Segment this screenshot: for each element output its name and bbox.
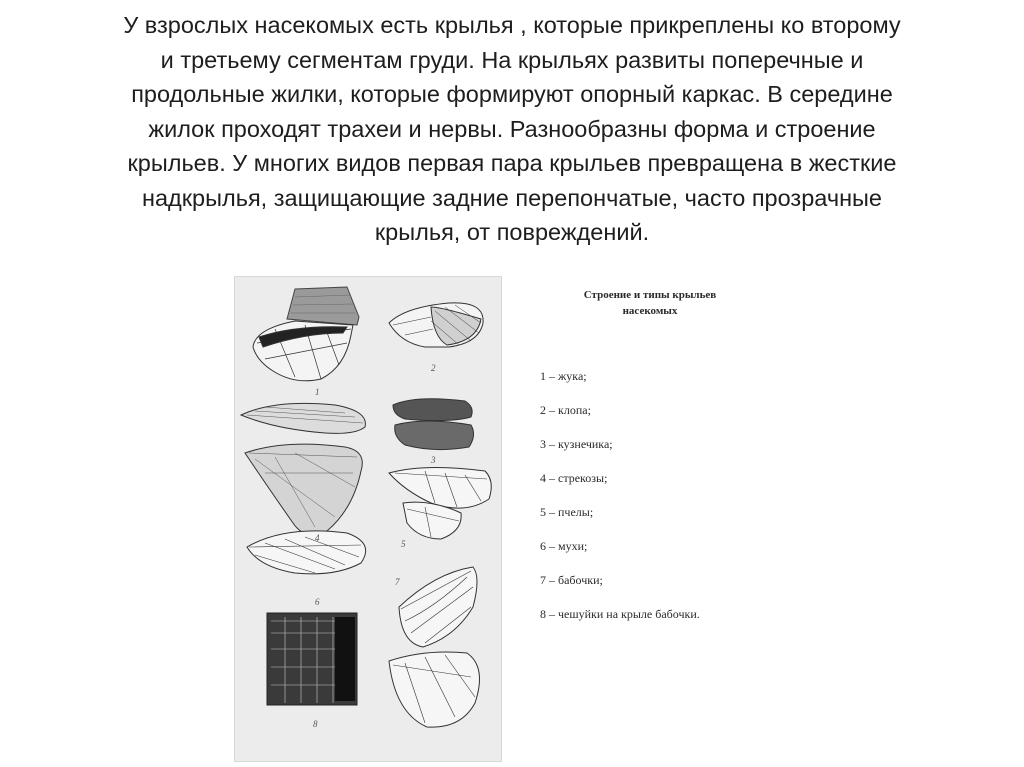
figure-legend	[540, 368, 700, 640]
paragraph-line: и третьему сегментам груди. На крыльях развиты поперечные и	[160, 46, 864, 73]
butterfly-wing-figure	[389, 567, 480, 727]
paragraph-line: крылья, от повреждений.	[374, 219, 650, 245]
legend-item: 2 – клопа;	[540, 403, 591, 417]
caption-title-line: насекомых	[622, 305, 678, 317]
butterfly-scales-figure	[267, 613, 357, 705]
figure-number: 1	[315, 387, 320, 397]
legend-item: 1 – жука;	[540, 369, 587, 383]
dragonfly-wing-figure	[241, 403, 365, 534]
paragraph-line: продольные жилки, которые формируют опорный каркас. В середине	[131, 81, 893, 107]
figure-number: 3	[431, 455, 436, 465]
legend-item: 7 – бабочки;	[540, 573, 603, 587]
legend-item: 3 – кузнечика;	[540, 437, 613, 451]
figure-number: 7	[395, 577, 400, 587]
fly-wing-figure	[247, 531, 366, 574]
figure-number: 5	[401, 539, 406, 549]
figure-number: 6	[315, 597, 320, 607]
figure-number: 8	[313, 719, 318, 729]
wing-types-illustration	[234, 276, 502, 762]
figure-caption-title	[540, 287, 760, 319]
bug-wing-figure	[389, 303, 483, 347]
legend-item: 8 – чешуйки на крыле бабочки.	[540, 607, 700, 621]
paragraph-line: У взрослых насекомых есть крылья , которые прикреплены ко второму	[123, 12, 901, 38]
legend-item: 6 – мухи;	[540, 539, 588, 553]
paragraph-line: надкрылья, защищающие задние перепончатые, часто прозрачные	[141, 184, 883, 211]
paragraph-line: жилок проходят трахеи и нервы. Разнообразны форма и строение	[148, 115, 876, 142]
caption-title-line: Строение и типы крыльев	[583, 289, 717, 301]
legend-item: 4 – стрекозы;	[540, 471, 608, 485]
beetle-wing-figure	[253, 287, 359, 381]
figure-number: 4	[315, 533, 320, 543]
grasshopper-wing-figure	[393, 399, 474, 450]
intro-paragraph	[20, 8, 1004, 250]
figure-number: 2	[431, 363, 436, 373]
paragraph-line: крыльев. У многих видов первая пара крыльев превращена в жесткие	[127, 150, 897, 176]
legend-item: 5 – пчелы;	[540, 505, 594, 519]
bee-wing-figure	[389, 467, 491, 539]
wings-drawing	[235, 277, 501, 761]
